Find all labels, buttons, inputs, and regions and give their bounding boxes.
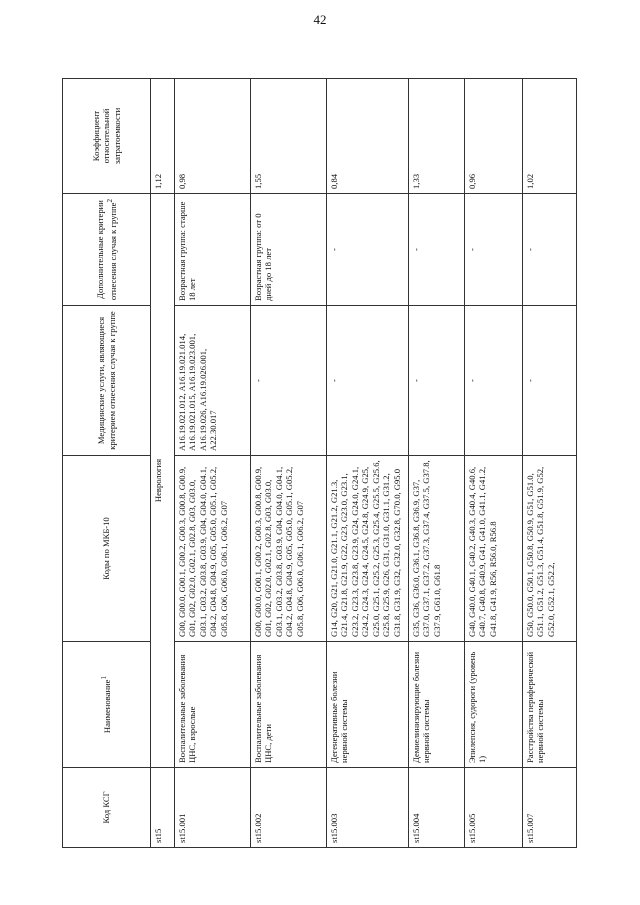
- row-coef: 0,84: [327, 79, 409, 194]
- row-criteria: -: [465, 194, 523, 306]
- section-coef: 1,12: [151, 79, 175, 194]
- header-coef: Коэффициент относительной затратоемкости: [63, 79, 151, 194]
- section-name: Неврология: [151, 194, 175, 768]
- header-criteria-footnote: 2: [105, 198, 114, 203]
- header-name: [63, 642, 151, 768]
- header-code: Код КСГ: [63, 768, 151, 848]
- table-row: [175, 79, 251, 848]
- row-criteria: -: [409, 194, 465, 306]
- row-mkb: G35, G36, G36.0, G36.1, G36.8, G36.9, G37, G37.0, G37.1, G37.2, G37.3, G37.4, G37.5, G37.8, G37.9, G61.0, G61.8: [409, 456, 465, 642]
- row-coef: 0,98: [175, 79, 251, 194]
- row-coef: 0,96: [465, 79, 523, 194]
- row-mkb: G00, G00.0, G00.1, G00.2, G00.3, G00.8, G00.9, G01, G02, G02.0, G02.1, G02.8, G03, G03.0, G03.1, G03.2, G03.8, G03.9, G04, G04.0, G04.1, G04.2, G04.8, G04.9, G05, G05.0, G05.1, G05.2, G05.8, G06, G06.0, G06.1, G06.2, G07: [251, 456, 327, 642]
- row-name: Воспалительные заболевания ЦНС, дети: [251, 642, 327, 768]
- header-name-footnote: 1: [100, 675, 109, 680]
- ksg-table-container: [62, 79, 576, 848]
- row-code: st15.002: [251, 768, 327, 848]
- header-criteria-text: Дополнительные критерии отнесения случая к группе: [95, 200, 118, 301]
- row-code: st15.001: [175, 768, 251, 848]
- row-name: Демиелинизирующие болезни нервной системы: [409, 642, 465, 768]
- row-name: Эпилепсия, судороги (уровень 1): [465, 642, 523, 768]
- row-mkb: G00, G00.0, G00.1, G00.2, G00.3, G00.8, G00.9, G01, G02, G02.0, G02.1, G02.8, G03, G03.0, G03.1, G03.2, G03.8, G03.9, G04, G04.0, G04.1, G04.2, G04.8, G04.9, G05, G05.0, G05.1, G05.2, G05.8, G06, G06.0, G06.1, G06.2, G07: [175, 456, 251, 642]
- header-services: Медицинские услуги, являющиеся критерием отнесения случая к группе: [63, 306, 151, 456]
- row-name: Расстройства периферической нервной системы: [523, 642, 577, 768]
- header-mkb: Коды по МКБ-10: [63, 456, 151, 642]
- row-code: st15.005: [465, 768, 523, 848]
- row-code: st15.004: [409, 768, 465, 848]
- row-coef: 1,55: [251, 79, 327, 194]
- header-criteria: [63, 194, 151, 306]
- row-services: A16.19.021.012, A16.19.021.014, A16.19.021.015, A16.19.023.001, A16.19.026, A16.19.026.001, A22.30.017: [175, 306, 251, 456]
- table-row: [465, 79, 523, 848]
- ksg-table: [62, 78, 577, 848]
- row-services: -: [409, 306, 465, 456]
- header-name-text: Наименование: [102, 679, 113, 734]
- table-row: [327, 79, 409, 848]
- table-row: [251, 79, 327, 848]
- row-coef: 1,33: [409, 79, 465, 194]
- row-mkb: G14, G20, G21, G21.0, G21.1, G21.2, G21.3, G21.4, G21.8, G21.9, G22, G23, G23.0, G23.1, G23.2, G23.3, G23.8, G23.9, G24, G24.0, G24.1, G24.2, G24.3, G24.4, G24.5, G24.8, G24.9, G25, G25.0, G25.1, G25.2, G25.3, G25.4, G25.5, G25.6, G25.8, G25.9, G26, G31, G31.0, G31.1, G31.2, G31.8, G31.9, G32, G32.0, G32.8, G70.0, G95.0: [327, 456, 409, 642]
- table-row: [523, 79, 577, 848]
- section-row: [151, 79, 175, 848]
- row-code: st15.003: [327, 768, 409, 848]
- row-services: -: [327, 306, 409, 456]
- table-row: [409, 79, 465, 848]
- row-criteria: Возрастная группа: старше 18 лет: [175, 194, 251, 306]
- table-header-row: [63, 79, 151, 848]
- row-services: -: [523, 306, 577, 456]
- row-code: st15.007: [523, 768, 577, 848]
- row-mkb: G50, G50.0, G50.1, G50.8, G50.9, G51, G51.0, G51.1, G51.2, G51.3, G51.4, G51.8, G51.9, G52, G52.0, G52.1, G52.2,: [523, 456, 577, 642]
- page-number: 42: [313, 12, 327, 27]
- row-criteria: -: [523, 194, 577, 306]
- row-mkb: G40, G40.0, G40.1, G40.2, G40.3, G40.4, G40.6, G40.7, G40.8, G40.9, G41, G41.0, G41.1, G41.2, G41.8, G41.9, R56, R56.0, R56.8: [465, 456, 523, 642]
- row-name: Дегенеративные болезни нервной системы: [327, 642, 409, 768]
- section-code: st15: [151, 768, 175, 848]
- row-name: Воспалительные заболевания ЦНС, взрослые: [175, 642, 251, 768]
- row-criteria: Возрастная группа: от 0 дней до 18 лет: [251, 194, 327, 306]
- row-services: -: [251, 306, 327, 456]
- row-criteria: -: [327, 194, 409, 306]
- row-coef: 1,02: [523, 79, 577, 194]
- row-services: -: [465, 306, 523, 456]
